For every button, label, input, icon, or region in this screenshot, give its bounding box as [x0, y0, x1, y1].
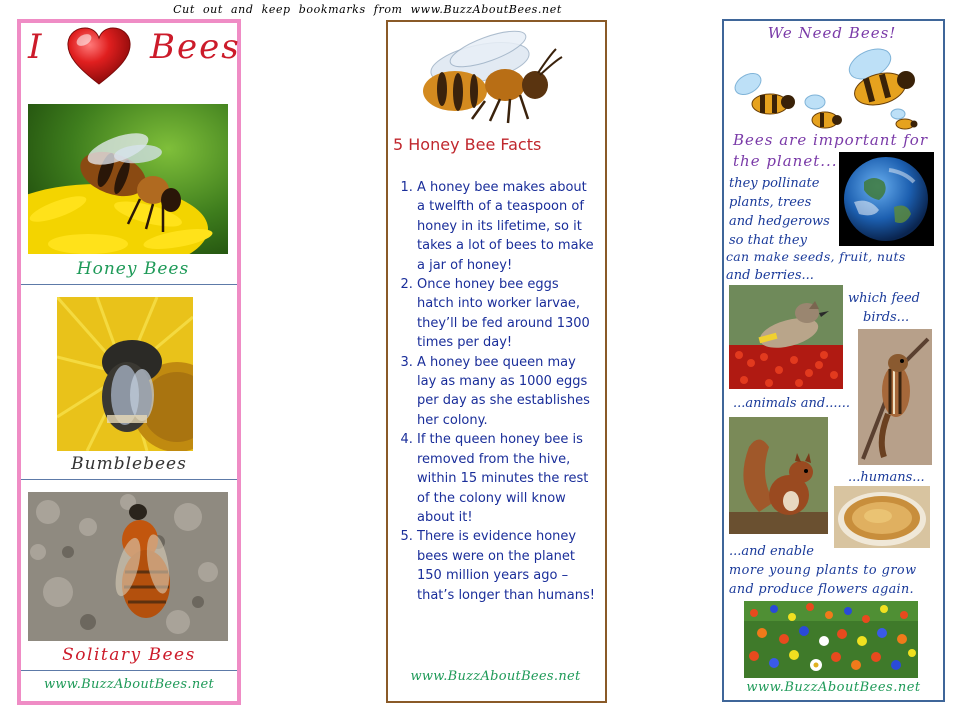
bookmark3-title: We Need Bees!: [767, 24, 897, 42]
earth-photo: [839, 152, 934, 246]
bookmark2-title: 5 Honey Bee Facts: [393, 135, 542, 154]
pollinate-line: they pollinate: [729, 176, 820, 191]
chipmunk-photo: [858, 329, 932, 465]
page-header-text: Cut out and keep bookmarks from www.BuzzAboutBees.net: [173, 3, 562, 16]
bookmark2-url-link[interactable]: www.BuzzAboutBees.net: [410, 669, 581, 684]
cartoon-bee-icon: [805, 95, 842, 128]
caption-bumblebees: Bumblebees: [71, 454, 187, 474]
bookmark1-url-link[interactable]: www.BuzzAboutBees.net: [43, 677, 215, 692]
squirrel-photo: [729, 417, 828, 534]
caption-honey-bees: Honey Bees: [76, 259, 190, 279]
which-feed-line: birds...: [863, 310, 910, 325]
cartoon-bee-icon: [845, 44, 915, 110]
separator-line: [21, 284, 237, 285]
enable-line: ...and enable: [729, 544, 814, 559]
honey-bee-photo: [28, 104, 228, 254]
bumblebee-photo: [57, 297, 193, 451]
cartoon-bee-icon: [731, 69, 795, 114]
fact-item: 5. There is evidence honey bees were on the planet 150 million years ago – that’s longer than humans!: [417, 527, 596, 605]
seeds-line: and berries...: [726, 268, 814, 283]
bookmark1-title-i: I: [28, 27, 42, 67]
fact-item: 1. A honey bee makes about a twelfth of a teaspoon of honey in its lifetime, so it takes a lot of bees to make a jar of honey!: [417, 178, 596, 275]
solitary-bee-photo: [28, 492, 228, 641]
separator-line: [21, 479, 237, 480]
separator-line: [21, 670, 237, 671]
pollinate-line: and hedgerows: [729, 214, 830, 229]
animals-line: ...animals and......: [733, 396, 850, 411]
facts-list: [391, 178, 596, 605]
heart-icon: [64, 26, 134, 88]
pollinate-line: so that they: [729, 233, 807, 248]
which-feed-line: which feed: [848, 291, 920, 306]
produce-line: and produce flowers again.: [729, 582, 914, 597]
important-line-1: Bees are important for: [733, 131, 929, 149]
fact-item: 2. Once honey bee eggs hatch into worker larvae, they’ll be fed around 1300 times per day!: [417, 275, 596, 353]
more-young-line: more young plants to grow: [729, 563, 917, 578]
cartoon-bees-illustration: [730, 44, 930, 132]
humans-line: ...humans...: [848, 470, 925, 485]
important-line-2: the planet...: [733, 152, 838, 170]
pollinate-line: plants, trees: [729, 195, 812, 210]
bookmark1-title-bees: Bees: [150, 27, 241, 67]
pie-photo: [834, 486, 930, 548]
bookmark3-url-link[interactable]: www.BuzzAboutBees.net: [746, 680, 921, 695]
cartoon-bee-icon: [891, 109, 918, 129]
fact-item: 4. If the queen honey bee is removed from the hive, within 15 minutes the rest of the colony will know about it!: [417, 430, 596, 527]
bird-photo: [729, 285, 843, 389]
caption-solitary-bees: Solitary Bees: [62, 645, 196, 665]
seeds-line: can make seeds, fruit, nuts: [726, 249, 906, 264]
honey-bee-illustration: [410, 23, 570, 125]
fact-item: 3. A honey bee queen may lay as many as 1000 eggs per day as she establishes her colony.: [417, 353, 596, 431]
wildflowers-photo: [744, 601, 918, 678]
